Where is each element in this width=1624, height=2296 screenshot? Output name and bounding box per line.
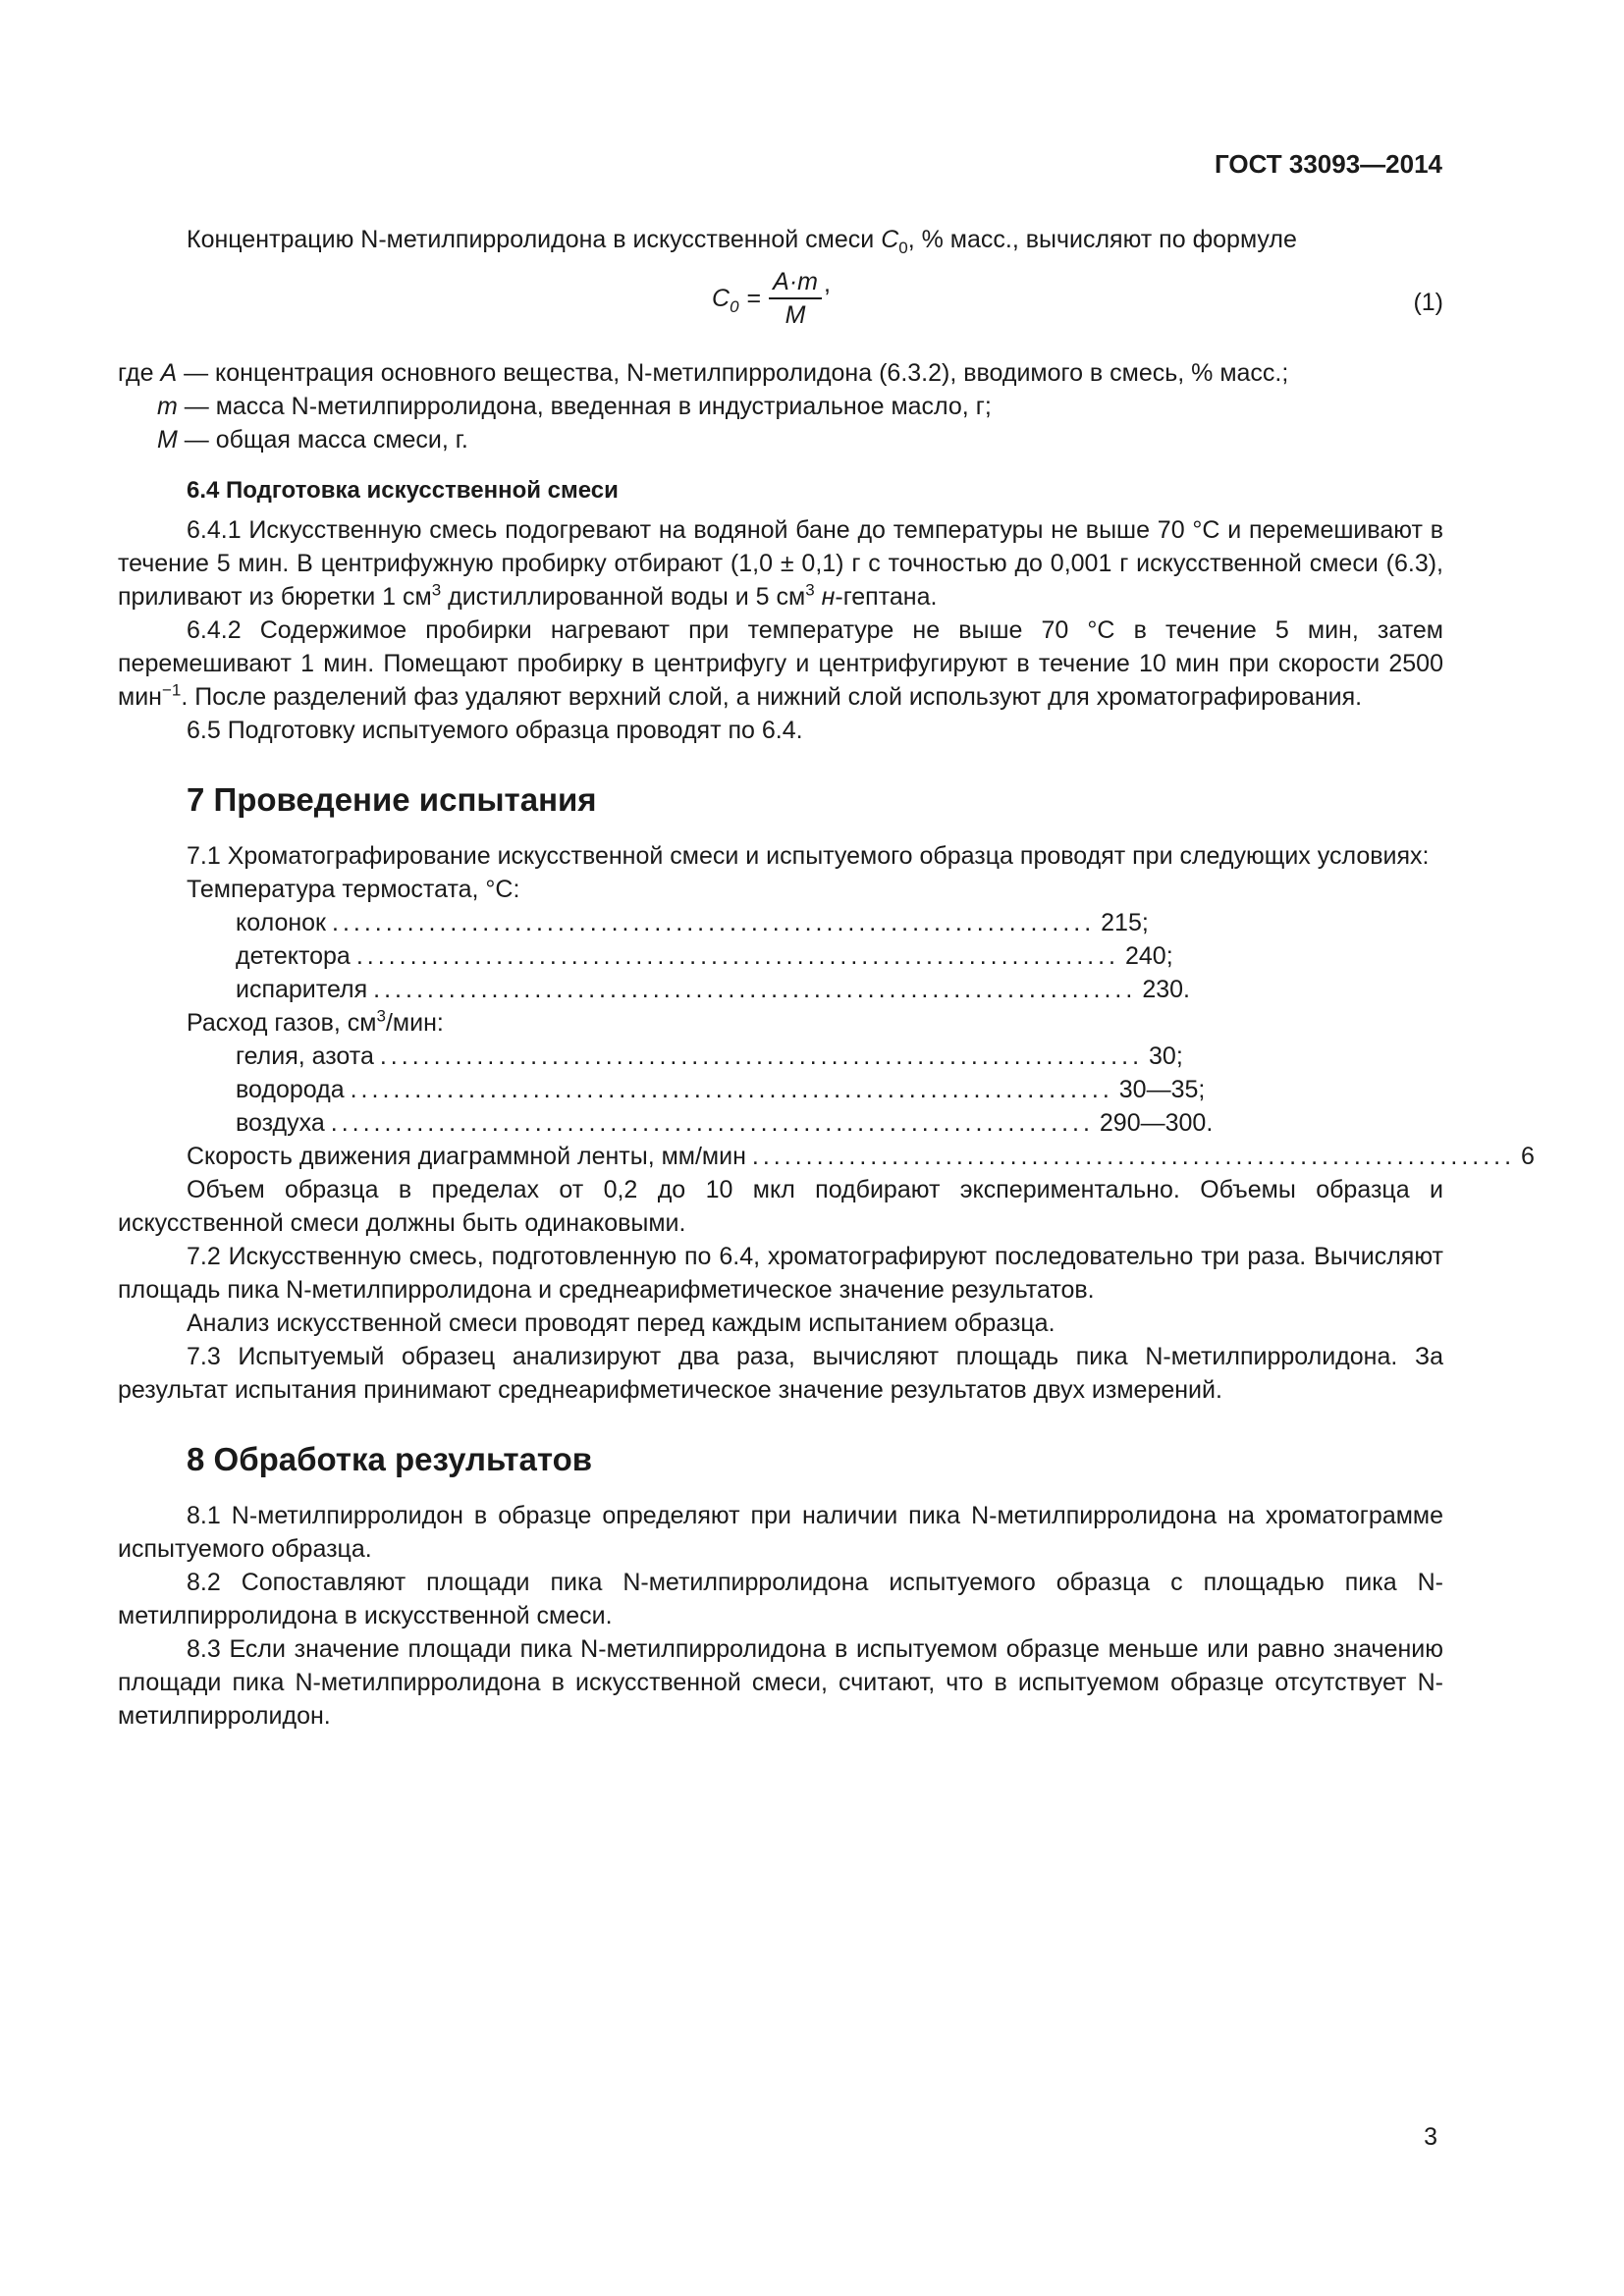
formula-denominator: M <box>785 301 806 329</box>
temp-row-columns: колонок ....................................................................... 215; <box>236 909 1149 936</box>
paragraph-7-1: 7.1 Хроматографирование искусственной смеси и испытуемого образца проводят при следующих условиях: <box>187 842 1430 870</box>
paragraph-8-1: 8.1 N-метилпирролидон в образце определяют при наличии пика N-метилпирролидона на хроматограмме испытуемого образца. <box>118 1502 1443 1563</box>
paragraph-6-5: 6.5 Подготовку испытуемого образца проводят по 6.4. <box>187 717 803 744</box>
definition-a: где A — концентрация основного вещества, N-метилпирролидона (6.3.2), вводимого в смесь, % масс.; <box>118 359 1289 387</box>
page-number: 3 <box>1424 2123 1437 2151</box>
paragraph-6-4-2: 6.4.2 Содержимое пробирки нагревают при температуре не выше 70 °С в течение 5 мин, затем перемешивают 1 мин. Помещают пробирку в центрифугу и центрифугируют в течение 10 мин при скорости 2500 мин$^{-1}$. После разделений фаз удаляют верхний слой, а нижний слой используют для хроматографирования. <box>118 616 1443 711</box>
temperature-list <box>118 906 1443 1006</box>
gas-row-hydrogen: водорода ....................................................................... 30—35; <box>236 1076 1206 1103</box>
temperature-label: Температура термостата, °С: <box>187 876 520 903</box>
temp-row-detector: детектора ....................................................................... 240; <box>236 942 1173 970</box>
paragraph-analysis: Анализ искусственной смеси проводят перед каждым испытанием образца. <box>187 1309 1056 1337</box>
formula-intro: Концентрацию N-метилпирролидона в искусственной смеси $C_0$, % масс., вычисляют по формуле <box>187 226 1297 257</box>
formula-block <box>118 264 1443 347</box>
tape-speed <box>118 1140 1535 1173</box>
gas-row-helium: гелия, азота ....................................................................... 30; <box>236 1042 1183 1070</box>
formula-tail: , <box>823 270 831 297</box>
paragraph-8-3: 8.3 Если значение площади пика N-метилпирролидона в испытуемом образце меньше или равно значению площади пика N-метилпирролидона в искусственной смеси, считают, что в испытуемом образце отсутствует N-метилпирролидон. <box>118 1635 1443 1730</box>
gas-flow-list <box>118 1040 1443 1140</box>
paragraph-7-2: 7.2 Искусственную смесь, подготовленную по 6.4, хроматографируют последовательно три раза. Вычисляют площадь пика N-метилпирролидона и среднеарифметическое значение результатов. <box>118 1243 1443 1304</box>
paragraph-8-2: 8.2 Сопоставляют площади пика N-метилпирролидона испытуемого образца с площадью пика N-метилпирролидона в искусственной смеси. <box>118 1569 1443 1629</box>
formula-lhs-subscript: 0 <box>730 297 739 316</box>
heading-section-7: 7 Проведение испытания <box>187 781 597 818</box>
formula-number: (1) <box>1413 289 1443 316</box>
formula-equals: = <box>746 285 762 312</box>
gas-flow-label: Расход газов, $см^3$/мин: <box>187 1006 444 1037</box>
page-content <box>118 223 1535 1733</box>
paragraph-volume: Объем образца в пределах от 0,2 до 10 мкл подбирают экспериментально. Объемы образца и искусственной смеси должны быть одинаковыми. <box>118 1176 1443 1237</box>
standard-header: ГОСТ 33093—2014 <box>1215 149 1442 179</box>
temp-row-evaporator: испарителя ....................................................................... 230. <box>236 976 1190 1003</box>
heading-6-4: 6.4 Подготовка искусственной смеси <box>187 477 619 504</box>
formula-numerator: A·m <box>773 268 818 295</box>
tape-speed-row: Скорость движения диаграммной ленты, мм/мин ....................................................................... 6 <box>187 1143 1535 1170</box>
paragraph-7-3: 7.3 Испытуемый образец анализируют два раза, вычисляют площадь пика N-метилпирролидона. За результат испытания принимают среднеарифметическое значение результатов двух измерений. <box>118 1343 1443 1404</box>
formula <box>712 266 831 331</box>
formula-fraction <box>769 266 822 331</box>
formula-lhs: $C_0$ <box>712 285 739 316</box>
paragraph-6-4-1: 6.4.1 Искусственную смесь подогревают на водяной бане до температуры не выше 70 °С и перемешивают в течение 5 мин. В центрифужную пробирку отбирают (1,0 ± 0,1) г с точностью до 0,001 г искусственной смеси (6.3), приливают из бюретки 1 $см^3$ дистиллированной воды и 5 $см^3$ н-гептана. <box>118 516 1443 611</box>
definition-m: m — масса N-метилпирролидона, введенная в индустриальное масло, г; <box>157 393 992 420</box>
definition-M: M — общая масса смеси, г. <box>157 426 468 454</box>
heading-section-8: 8 Обработка результатов <box>187 1441 593 1477</box>
gas-row-air: воздуха ....................................................................... 290—300. <box>236 1109 1214 1137</box>
